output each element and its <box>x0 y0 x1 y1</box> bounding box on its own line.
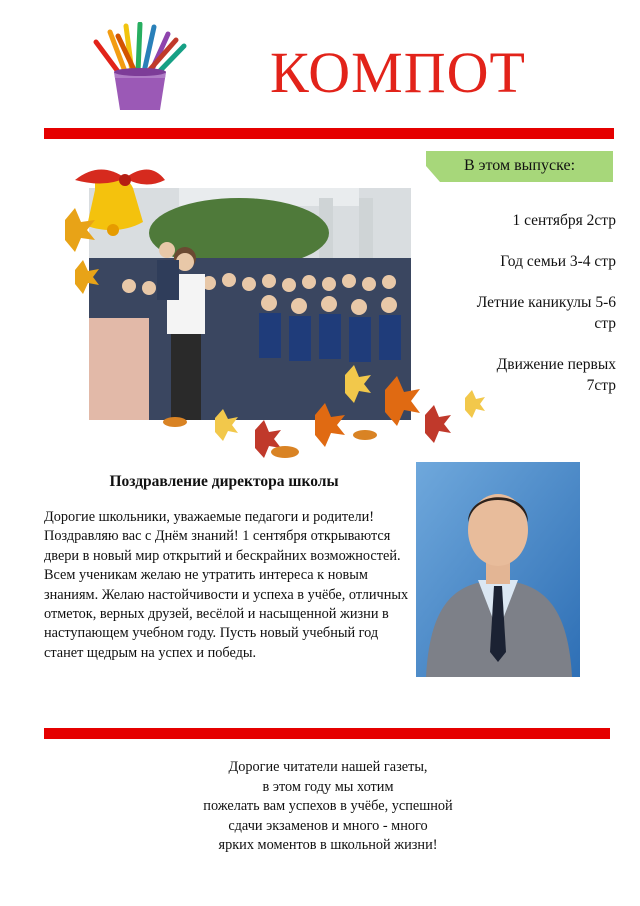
toc-item: 1 сентября 2стр <box>512 212 616 229</box>
article-title: Поздравление директора школы <box>109 473 339 490</box>
bottom-divider <box>44 728 610 739</box>
closing-line: ярких моментов в школьной жизни! <box>218 837 438 854</box>
closing-line: Дорогие читатели нашей газеты, <box>228 759 428 775</box>
issue-contents-label: В этом выпуске: <box>463 157 576 174</box>
closing-line: в этом году мы хотим <box>262 778 394 795</box>
closing-line: пожелать вам успехов в учёбе, успешной <box>203 798 453 815</box>
closing-line: сдачи экзаменов и много - много <box>228 817 428 834</box>
top-divider <box>44 128 614 139</box>
toc-item: Движение первых 7стр <box>496 356 616 394</box>
toc-item: Летние каникулы 5-6 стр <box>476 294 616 332</box>
closing-message <box>150 758 506 856</box>
pencil-cup-icon <box>92 22 188 112</box>
director-portrait <box>416 462 580 677</box>
newspaper-title: КОМПОТ <box>270 40 526 105</box>
article-body: Дорогие школьники, уважаемые педагоги и родители! Поздравляю вас с Днём знаний! 1 сентября открываются двери в новый мир открытий и бескрайних возможностей. Всем ученикам желаю не утратить интереса к новым знаниям. Желаю настойчивости и успеха в учёбе, отличных отметок, верных друзей, весёлой и насыщенной жизни в наступающем учебном году. Пусть новый учебный год станет щедрым на успех и победы. <box>44 509 409 661</box>
school-photo-frame <box>55 160 495 470</box>
toc-item: Год семьи 3-4 стр <box>500 253 616 270</box>
